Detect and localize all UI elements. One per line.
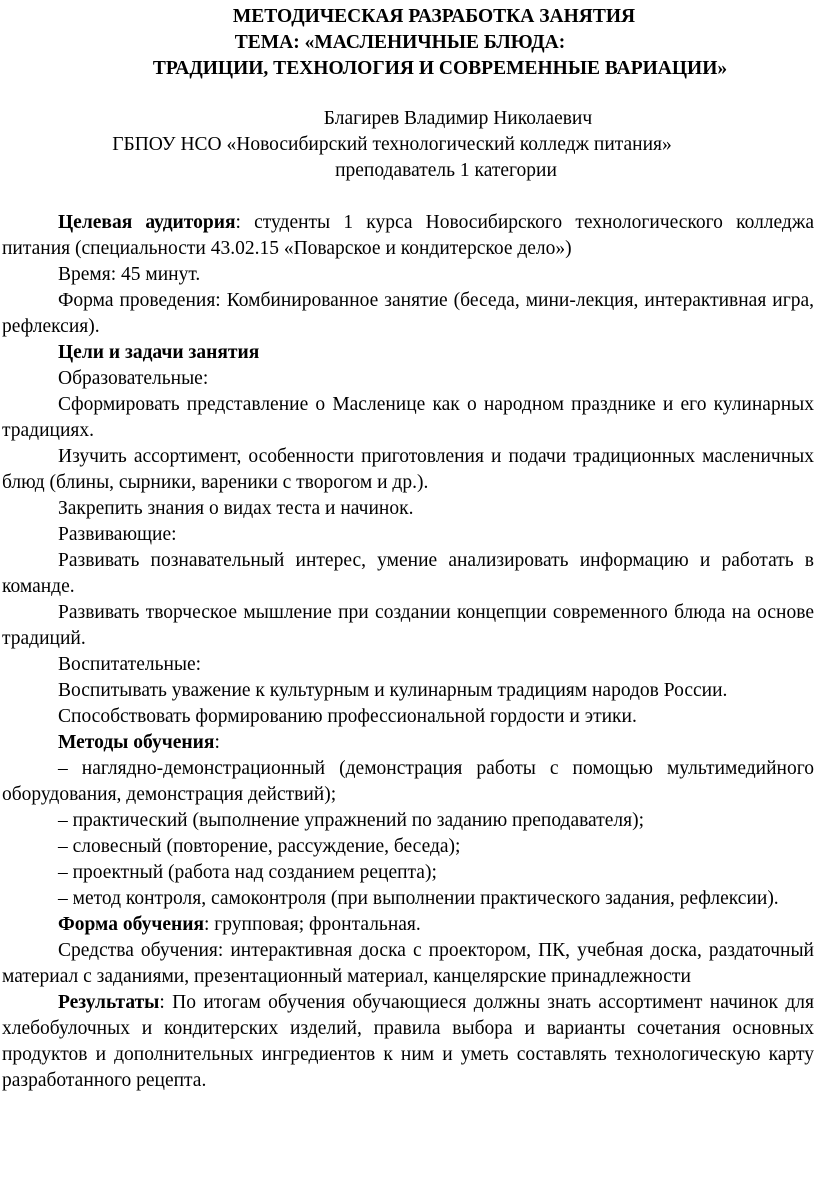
results-paragraph — [2, 990, 814, 1094]
author-name: Благирев Владимир Николаевич — [323, 108, 593, 129]
educational-label: Образовательные: — [58, 368, 209, 389]
audience-text: : студенты 1 курса Новосибирского технологического колледжа питания (специальности 43.02.15 «Поварское и кондитерское дело») — [2, 212, 814, 259]
author-position: преподаватель 1 категории — [335, 160, 557, 181]
results-text: : По итогам обучения обучающиеся должны знать ассортимент начинок для хлебобулочных и кондитерских изделий, правила выбора и варианты сочетания основных продуктов и дополнительных ингредиентов к ним и уметь составлять технологическую карту разработанного рецепта. — [2, 992, 814, 1091]
methods-colon: : — [214, 732, 220, 753]
method-item-1: – наглядно-демонстрационный (демонстрация работы с помощью мультимедийного оборудования, демонстрация действий); — [2, 758, 814, 805]
method-item-2: – практический (выполнение упражнений по заданию преподавателя); — [58, 810, 644, 831]
method-item-4: – проектный (работа над созданием рецепта); — [58, 862, 437, 883]
form-training-label: Форма обучения — [58, 914, 205, 935]
document-body — [2, 210, 814, 1094]
author-organization: ГБПОУ НСО «Новосибирский технологический колледж питания» — [112, 134, 672, 155]
form-conduct-paragraph: Форма проведения: Комбинированное занятие (беседа, мини-лекция, интерактивная игра, рефлексия). — [2, 290, 814, 337]
methods-heading-paragraph — [2, 730, 814, 756]
doc-title-line-2: ТЕМА: «МАСЛЕНИЧНЫЕ БЛЮДА: — [234, 32, 566, 53]
form-training-paragraph — [2, 912, 814, 938]
doc-title-line-1: МЕТОДИЧЕСКАЯ РАЗРАБОТКА ЗАНЯТИЯ — [232, 6, 636, 27]
upbringing-label: Воспитательные: — [58, 654, 202, 675]
developing-goal-1: Развивать познавательный интерес, умение анализировать информацию и работать в команде. — [2, 550, 814, 597]
results-label: Результаты — [58, 992, 160, 1013]
method-item-5: – метод контроля, самоконтроля (при выполнении практического задания, рефлексии). — [58, 888, 779, 909]
upbringing-goal-2: Способствовать формированию профессиональной гордости и этики. — [58, 706, 637, 727]
method-item-3: – словесный (повторение, рассуждение, беседа); — [58, 836, 461, 857]
educational-goal-2: Изучить ассортимент, особенности приготовления и подачи традиционных масленичных блюд (блины, сырники, вареники с творогом и др.). — [2, 446, 814, 493]
educational-goal-1: Сформировать представление о Масленице как о народном празднике и его кулинарных традициях. — [2, 394, 814, 441]
means-paragraph: Средства обучения: интерактивная доска с проектором, ПК, учебная доска, раздаточный материал с заданиями, презентационный материал, канцелярские принадлежности — [2, 940, 814, 987]
methods-heading: Методы обучения — [58, 732, 215, 753]
developing-goal-2: Развивать творческое мышление при создании концепции современного блюда на основе традиций. — [2, 602, 814, 649]
time-paragraph: Время: 45 минут. — [58, 264, 201, 285]
audience-label: Целевая аудитория — [58, 212, 236, 233]
educational-goal-3: Закрепить знания о видах теста и начинок. — [58, 498, 414, 519]
goals-heading: Цели и задачи занятия — [58, 342, 260, 363]
upbringing-goal-1: Воспитывать уважение к культурным и кулинарным традициям народов России. — [58, 680, 728, 701]
form-training-text: : групповая; фронтальная. — [204, 914, 421, 935]
doc-title-line-3: ТРАДИЦИИ, ТЕХНОЛОГИЯ И СОВРЕМЕННЫЕ ВАРИАЦИИ» — [152, 58, 728, 79]
developing-label: Развивающие: — [58, 524, 177, 545]
audience-paragraph — [2, 210, 814, 262]
